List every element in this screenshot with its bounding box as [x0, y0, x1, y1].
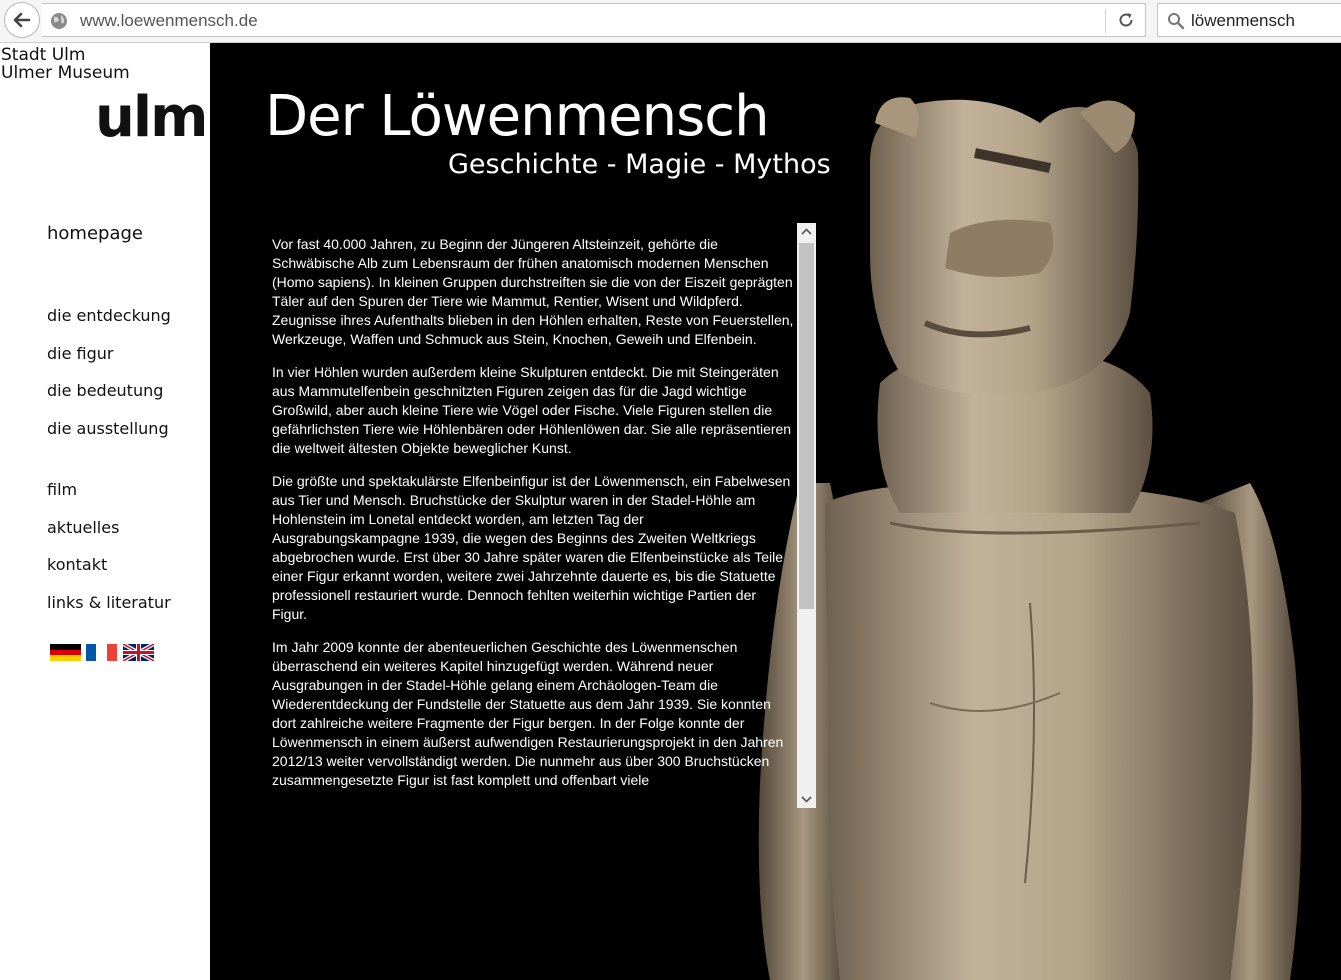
nav-homepage[interactable]: homepage — [47, 223, 143, 244]
org-name-museum: Ulmer Museum — [1, 63, 130, 83]
french-flag-icon[interactable] — [86, 644, 117, 661]
back-button[interactable] — [4, 2, 40, 38]
page-subtitle: Geschichte - Magie - Mythos — [448, 149, 831, 180]
chevron-down-icon — [797, 790, 816, 808]
scrollbar-thumb[interactable] — [799, 243, 814, 609]
paragraph: Vor fast 40.000 Jahren, zu Beginn der Jüngeren Altsteinzeit, gehörte die Schwäbische Alb zum Lebensraum der frühen anatomisch modernen Menschen (Homo sapiens). In kleinen Gruppen durchstreiften sie die von der Eiszeit geprägten Täler auf den Spuren der Tiere wie Mammut, Rentier, Wisent und Wildpferd. Zeugnisse ihres Aufenthalts blieben in den Höhlen erhalten, Reste von Feuerstellen, Werkzeuge, Waffen und Schmuck aus Stein, Knochen, Geweih und Elfenbein. — [272, 236, 794, 347]
nav-die-entdeckung[interactable]: die entdeckung — [47, 306, 171, 325]
main-content — [210, 43, 1341, 980]
nav-die-ausstellung[interactable]: die ausstellung — [47, 419, 169, 438]
reload-icon[interactable] — [1117, 11, 1135, 29]
web-page — [0, 43, 1341, 980]
nav-die-figur[interactable]: die figur — [47, 344, 114, 363]
globe-icon — [50, 12, 68, 30]
lion-man-figurine-image — [730, 83, 1341, 980]
nav-aktuelles[interactable]: aktuelles — [47, 518, 120, 537]
paragraph: Im Jahr 2009 konnte der abenteuerlichen Geschichte des Löwenmenschen überraschend ein weiteres Kapitel hinzugefügt werden. Während neuer Ausgrabungen in der Stadel-Höhle gelang einem Archäologen-Team die Wiederentdeckung der Fundstelle der Statuette aus dem Jahr 1939. Sie konnten dort zahlreiche weitere Fragmente der Figur bergen. In der Folge konnte der Löwenmensch in einem äußerst aufwendigen Restaurierungsprojekt in den Jahren 2012/13 weiter vervollständigt werden. Die nunmehr aus über 300 Bruchstücken zusammengesetzte Figur ist fast komplett und offenbart viele — [272, 639, 784, 788]
page-title: Der Löwenmensch — [265, 84, 769, 149]
search-icon — [1167, 12, 1185, 30]
article-text — [272, 235, 794, 811]
paragraph: In vier Höhlen wurden außerdem kleine Skulpturen entdeckt. Die mit Steingeräten aus Mammutelfenbein geschnitzten Figuren zeigen das für die Jagd wichtige Großwild, aber auch kleine Tiere wie Vögel oder Fische. Viele Figuren stellen die gefährlichsten Tiere wie Höhlenbären oder Höhlenlöwen dar. Sie alle repräsentieren die weltweit ältesten Objekte beweglicher Kunst. — [272, 364, 792, 456]
search-bar[interactable] — [1157, 3, 1341, 37]
nav-kontakt[interactable]: kontakt — [47, 555, 108, 574]
scroll-down-button[interactable] — [797, 790, 816, 808]
org-name-city: Stadt Ulm — [1, 45, 86, 65]
sidebar — [0, 43, 210, 980]
chevron-up-icon — [797, 223, 816, 241]
address-bar[interactable] — [42, 3, 1146, 37]
ulm-logo[interactable]: ulm — [95, 85, 207, 150]
url-text[interactable]: www.loewenmensch.de — [80, 11, 258, 30]
search-query[interactable]: löwenmensch — [1191, 11, 1295, 30]
german-flag-icon[interactable] — [50, 644, 81, 661]
nav-links-literatur[interactable]: links & literatur — [47, 593, 171, 612]
scroll-up-button[interactable] — [797, 223, 816, 241]
text-scrollbar[interactable] — [797, 223, 816, 808]
paragraph: Die größte und spektakulärste Elfenbeinfigur ist der Löwenmensch, ein Fabelwesen aus Tier und Mensch. Bruchstücke der Skulptur waren in der Stadel-Höhle am Hohlenstein im Lonetal entdeckt worden, am letzten Tag der Ausgrabungskampagne 1939, die wegen des Beginns des Zweiten Weltkriegs abgebrochen wurde. Erst über 30 Jahre später waren die Elfenbeinstücke als Teile einer Figur erkannt worden, weitere zwei Jahrzehnte dauerte es, bis die Statuette professionell restauriert wurde. Dennoch fehlten weiterhin wichtige Partien der Figur. — [272, 473, 791, 622]
british-flag-icon[interactable] — [123, 644, 154, 661]
back-arrow-icon — [12, 10, 32, 30]
browser-toolbar — [0, 0, 1341, 43]
nav-die-bedeutung[interactable]: die bedeutung — [47, 381, 164, 400]
toolbar-divider — [1105, 9, 1106, 33]
nav-film[interactable]: film — [47, 480, 78, 499]
